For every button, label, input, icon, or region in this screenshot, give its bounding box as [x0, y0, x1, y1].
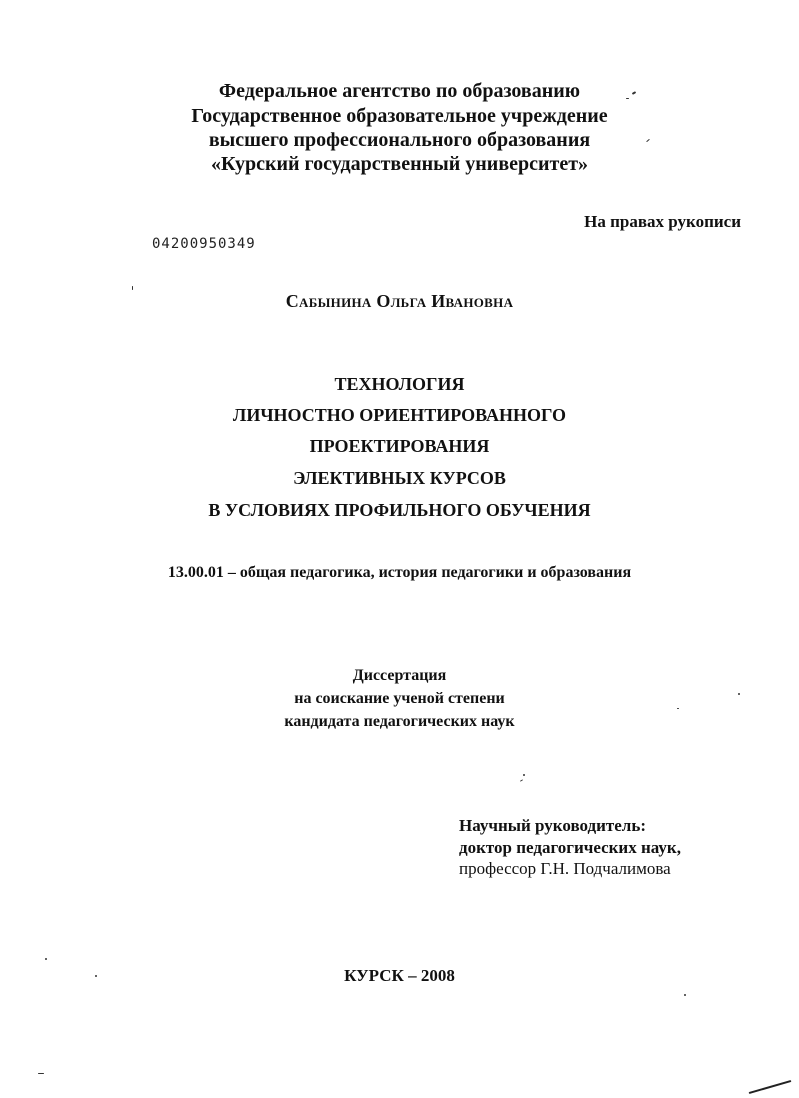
rights-note: На правах рукописи — [584, 212, 741, 231]
scan-speck — [523, 774, 525, 776]
title-line-2: ЛИЧНОСТНО ОРИЕНТИРОВАННОГО — [232, 405, 567, 425]
scan-speck — [684, 994, 686, 996]
title-line-4: ЭЛЕКТИВНЫХ КУРСОВ — [293, 468, 506, 488]
scan-speck — [738, 693, 740, 695]
scan-speck — [45, 958, 47, 960]
scan-speck — [132, 286, 133, 290]
author-name: Сабынина Ольга Ивановна — [285, 291, 514, 311]
title-line-5: В УСЛОВИЯХ ПРОФИЛЬНОГО ОБУЧЕНИЯ — [208, 500, 591, 520]
dissertation-line-2: на соискание ученой степени — [294, 690, 505, 707]
advisor-name: профессор Г.Н. Подчалимова — [459, 859, 671, 878]
scan-speck — [626, 98, 629, 99]
title-line-1: ТЕХНОЛОГИЯ — [334, 374, 465, 394]
specialty-code: 13.00.01 – общая педагогика, история педагогики и образования — [167, 564, 632, 581]
scan-speck — [38, 1073, 44, 1074]
org-line-2: Государственное образовательное учреждение — [191, 105, 608, 127]
org-line-3: высшего профессионального образования — [208, 129, 591, 151]
org-line-1: Федеральное агентство по образованию — [218, 80, 581, 102]
dissertation-line-3: кандидата педагогических наук — [284, 713, 515, 730]
catalog-stamp: 04200950349 — [152, 236, 256, 252]
dissertation-line-1: Диссертация — [352, 667, 447, 684]
advisor-degree: доктор педагогических наук, — [459, 838, 681, 857]
scan-speck — [520, 779, 523, 781]
scan-speck — [677, 708, 679, 709]
org-line-4: «Курский государственный университет» — [210, 153, 589, 175]
title-line-3: ПРОЕКТИРОВАНИЯ — [309, 436, 490, 456]
scan-speck — [95, 975, 97, 977]
pen-stroke — [749, 1080, 792, 1094]
city-year: КУРСК – 2008 — [344, 966, 455, 985]
advisor-label: Научный руководитель: — [459, 816, 646, 835]
